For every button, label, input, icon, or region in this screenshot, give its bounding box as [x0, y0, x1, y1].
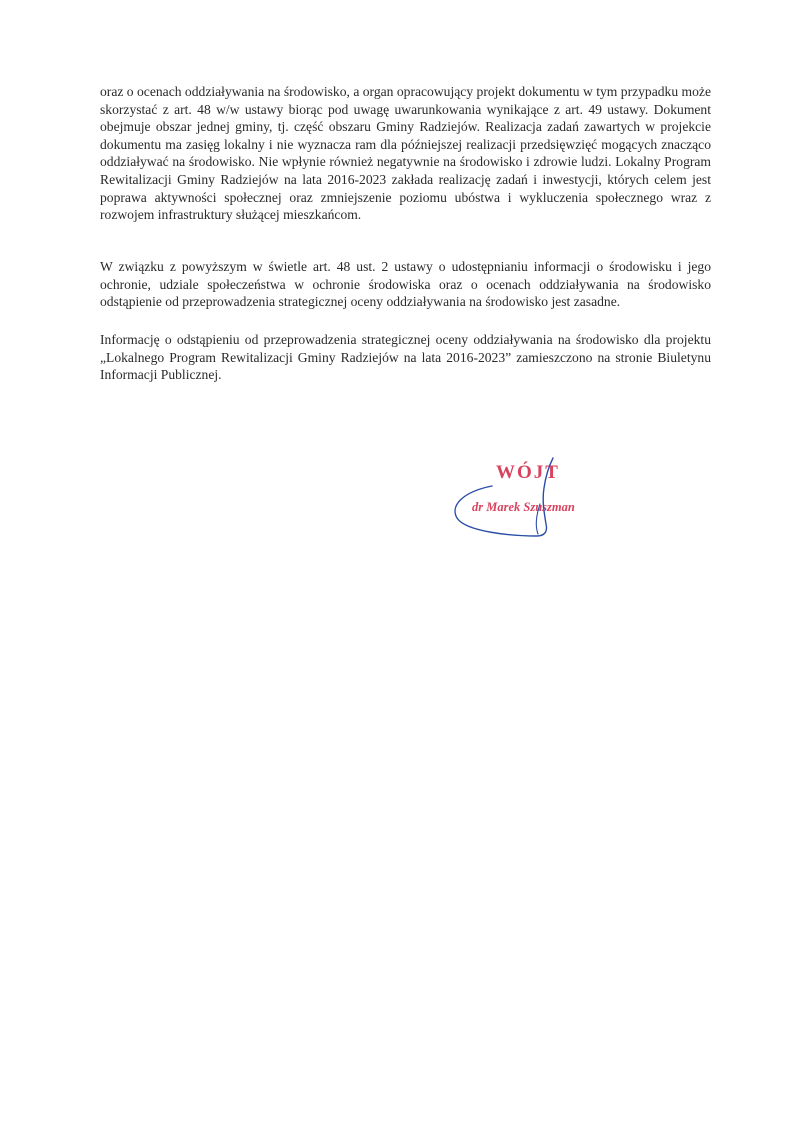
body-paragraph-3 [100, 331, 711, 384]
paragraph-text: Informację o odstąpieniu od przeprowadzenia strategicznej oceny oddziaływania na środowisko dla projektu „Lokalnego Program Rewitalizacji Gminy Radziejów na lata 2016-2023” zamieszczono na stronie Biuletynu Informacji Publicznej. [100, 332, 711, 383]
stamp-name: dr Marek Szuszman [472, 500, 575, 514]
paragraph-text: oraz o ocenach oddziaływania na środowisko, a organ opracowujący projekt dokumentu w tym przypadku może skorzystać z art. 48 w/w ustawy biorąc pod uwagę uwarunkowania wynikające z art. 49 ustawy. Dokument obejmuje obszar jednej gminy, tj. część obszaru Gminy Radziejów. Realizacja zadań zawartych w projekcie dokumentu ma zasięg lokalny i nie wyznacza ram dla późniejszej realizacji przedsięwzięć mogących znacząco oddziaływać na środowisko. Nie wpłynie również negatywnie na środowisko i zdrowie ludzi. Lokalny Program Rewitalizacji Gminy Radziejów na lata 2016-2023 zakłada realizację zadań i inwestycji, których celem jest poprawa aktywności społecznej oraz zmniejszenie poziomu ubóstwa i wykluczenia społecznego wraz z rozwojem infrastruktury służącej mieszkańcom. [100, 84, 711, 223]
body-paragraph-1 [100, 83, 711, 224]
stamp-title: WÓJT [496, 462, 560, 483]
paragraph-text: W związku z powyższym w świetle art. 48 ust. 2 ustawy o udostępnianiu informacji o środowisku i jego ochronie, udziale społeczeństwa w ochronie środowiska oraz o ocenach oddziaływania na środowisko odstąpienie od przeprowadzenia strategicznej oceny oddziaływania na środowisko jest zasadne. [100, 259, 711, 310]
body-paragraph-2 [100, 258, 711, 311]
